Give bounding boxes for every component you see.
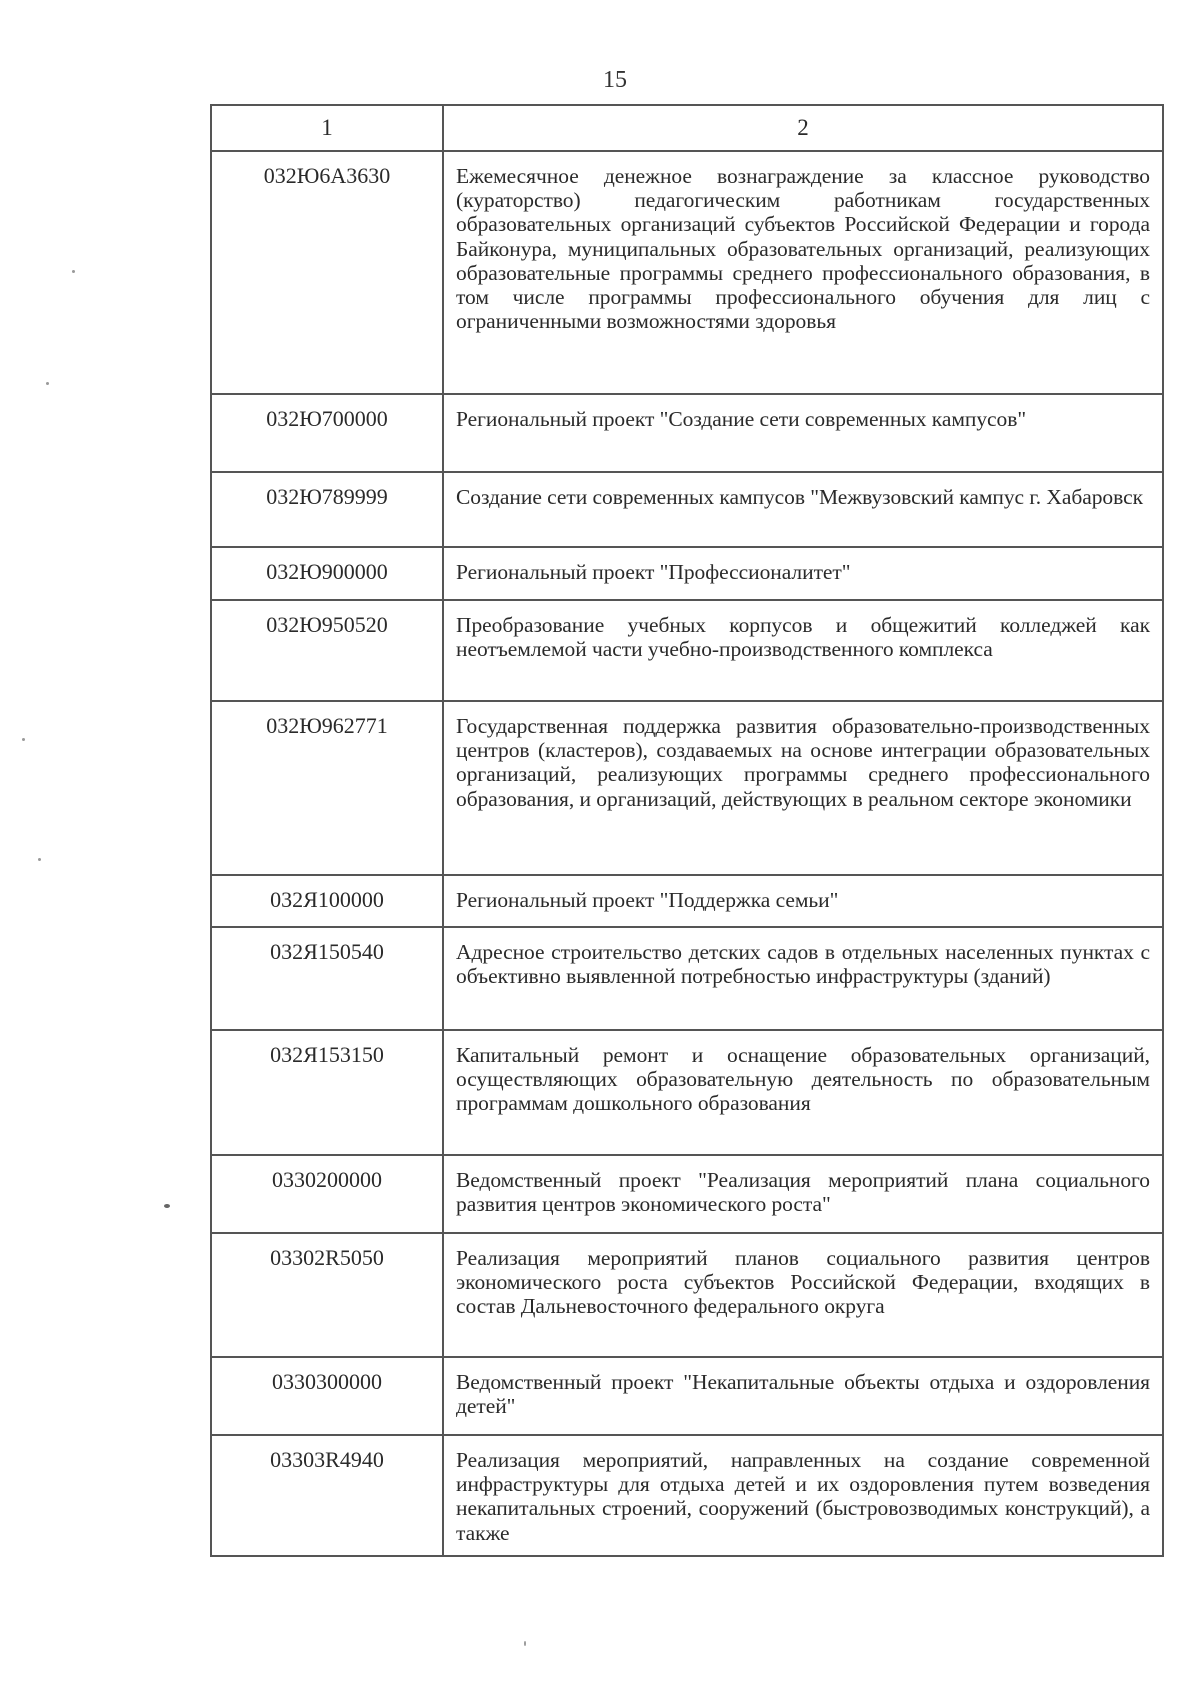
row-code: 032Ю789999	[211, 472, 443, 547]
table-row	[211, 701, 1163, 875]
table-header-row	[211, 105, 1163, 151]
scan-speck	[72, 270, 75, 273]
row-description: Реализация мероприятий планов социального развития центров экономического роста субъектов Российской Федерации, входящих в состав Дальневосточного федерального округа	[443, 1233, 1163, 1357]
row-description: Ведомственный проект "Некапитальные объекты отдыха и оздоровления детей"	[443, 1357, 1163, 1435]
row-code: 032Ю900000	[211, 547, 443, 600]
row-code: 032Я153150	[211, 1030, 443, 1155]
table-row	[211, 1155, 1163, 1233]
table-row	[211, 1357, 1163, 1435]
scan-speck	[524, 1641, 526, 1646]
row-code: 032Я150540	[211, 927, 443, 1030]
row-description: Государственная поддержка развития образовательно-производственных центров (кластеров), создаваемых на основе интеграции образовательных организаций, реализующих программы среднего профессионального образования, и организаций, действующих в реальном секторе экономики	[443, 701, 1163, 875]
row-code: 032Ю700000	[211, 394, 443, 472]
table-row	[211, 151, 1163, 394]
table-row	[211, 547, 1163, 600]
page-number: 15	[603, 67, 627, 93]
row-code: 032Ю962771	[211, 701, 443, 875]
budget-classification-table	[210, 104, 1164, 1557]
table-row	[211, 472, 1163, 547]
row-description: Ведомственный проект "Реализация мероприятий плана социального развития центров экономического роста"	[443, 1155, 1163, 1233]
table-row	[211, 1030, 1163, 1155]
row-description: Реализация мероприятий, направленных на создание современной инфраструктуры для отдыха детей и их оздоровления путем возведения некапитальных строений, сооружений (быстровозводимых конструкций), а также	[443, 1435, 1163, 1556]
row-code: 032Ю950520	[211, 600, 443, 701]
table-row	[211, 1233, 1163, 1357]
row-description: Региональный проект "Поддержка семьи"	[443, 875, 1163, 927]
row-code: 0330200000	[211, 1155, 443, 1233]
table-row	[211, 875, 1163, 927]
row-code: 0330300000	[211, 1357, 443, 1435]
row-description: Региональный проект "Создание сети современных кампусов"	[443, 394, 1163, 472]
table-row	[211, 1435, 1163, 1556]
scan-speck	[164, 1204, 170, 1208]
scan-speck	[22, 738, 25, 741]
column-header-code: 1	[211, 105, 443, 151]
row-description: Адресное строительство детских садов в отдельных населенных пунктах с объективно выявленной потребностью инфраструктуры (зданий)	[443, 927, 1163, 1030]
column-header-description: 2	[443, 105, 1163, 151]
scan-speck	[46, 382, 49, 385]
row-code: 032Ю6А3630	[211, 151, 443, 394]
row-description: Капитальный ремонт и оснащение образовательных организаций, осуществляющих образовательную деятельность по образовательным программам дошкольного образования	[443, 1030, 1163, 1155]
row-description: Создание сети современных кампусов "Межвузовский кампус г. Хабаровск	[443, 472, 1163, 547]
row-description: Преобразование учебных корпусов и общежитий колледжей как неотъемлемой части учебно-производственного комплекса	[443, 600, 1163, 701]
row-code: 03303R4940	[211, 1435, 443, 1556]
row-description: Ежемесячное денежное вознаграждение за классное руководство (кураторство) педагогическим работникам государственных образовательных организаций субъектов Российской Федерации и города Байконура, муниципальных образовательных организаций, реализующих образовательные программы среднего профессионального образования, в том числе программы профессионального обучения для лиц с ограниченными возможностями здоровья	[443, 151, 1163, 394]
table-row	[211, 927, 1163, 1030]
table-row	[211, 600, 1163, 701]
row-code: 03302R5050	[211, 1233, 443, 1357]
table-row	[211, 394, 1163, 472]
row-code: 032Я100000	[211, 875, 443, 927]
row-description: Региональный проект "Профессионалитет"	[443, 547, 1163, 600]
scan-speck	[38, 858, 41, 861]
